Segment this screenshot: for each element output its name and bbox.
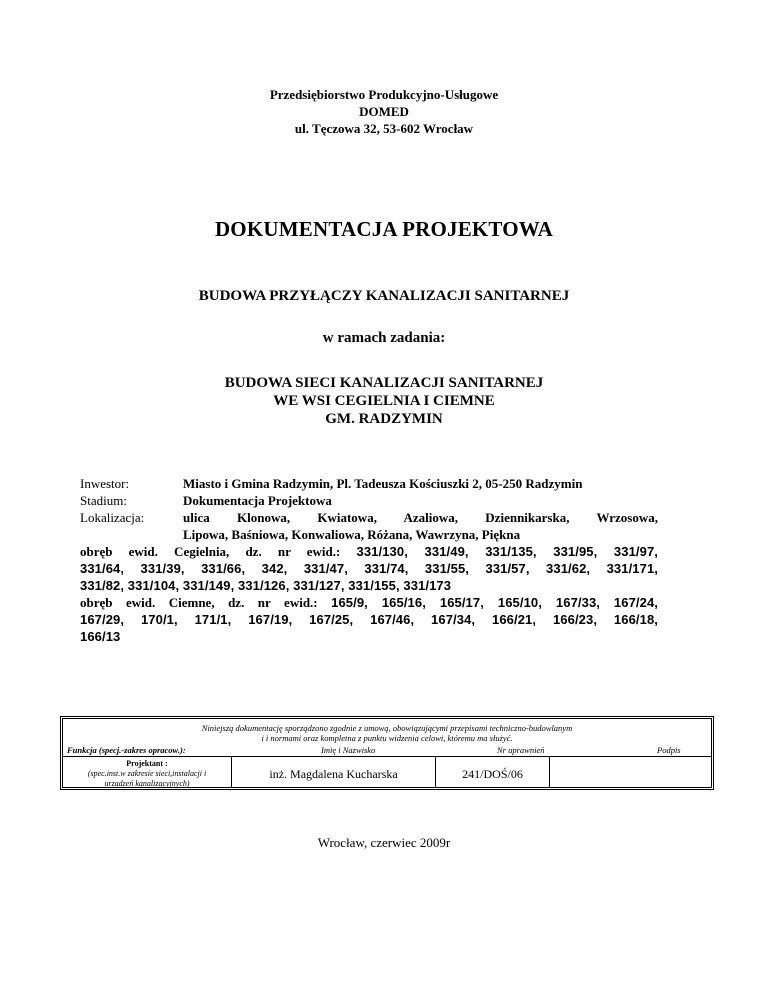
designer-role-title: Projektant : bbox=[126, 759, 168, 768]
investor-label: Inwestor: bbox=[80, 476, 130, 491]
header-function: Funkcja (specj.-zakres opracow.): bbox=[67, 745, 186, 755]
ciemne-parcels-line-2: 167/29, 170/1, 171/1, 167/19, 167/25, 167/46, 167/34, 166/21, 166/23, 166/18, bbox=[80, 612, 658, 627]
place-and-date: Wrocław, czerwiec 2009r bbox=[317, 835, 451, 850]
stage-label: Stadium: bbox=[80, 493, 127, 508]
company-name: Przedsiębiorstwo Produkcyjno-Usługowe bbox=[269, 87, 499, 102]
document-title: DOKUMENTACJA PROJEKTOWA bbox=[214, 217, 554, 241]
location-value-line-2: Lipowa, Baśniowa, Konwaliowa, Różana, Wawrzyna, Piękna bbox=[183, 527, 521, 542]
designer-name: inż. Magdalena Kucharska bbox=[269, 767, 398, 781]
location-row bbox=[80, 509, 658, 526]
company-header bbox=[0, 86, 768, 137]
location-label: Lokalizacja: bbox=[80, 510, 145, 525]
designer-license: 241/DOŚ/06 bbox=[462, 767, 523, 781]
designer-role bbox=[63, 759, 231, 789]
compliance-note-line-2: i i normami oraz kompletna z punktu widzenia celowi, któremu ma służyć. bbox=[261, 733, 513, 743]
ciemne-parcels-line-1 bbox=[80, 594, 658, 611]
location-value-line-1: ulica Klonowa, Kwiatowa, Azaliowa, Dziennikarska, Wrzosowa, bbox=[183, 510, 658, 525]
cegielnia-parcels-1: 331/130, 331/49, 331/135, 331/95, 331/97, bbox=[356, 544, 659, 559]
stage-value: Dokumentacja Projektowa bbox=[183, 493, 332, 508]
company-address: ul. Tęczowa 32, 53-602 Wrocław bbox=[294, 121, 474, 136]
ciemne-prefix: obręb ewid. Ciemne, dz. nr ewid.: bbox=[80, 595, 318, 610]
investor-row bbox=[80, 475, 658, 492]
ciemne-parcels-1: 165/9, 165/16, 165/17, 165/10, 167/33, 167/24, bbox=[331, 595, 659, 610]
header-license: Nr uprawnień bbox=[497, 745, 545, 755]
project-info bbox=[80, 475, 658, 645]
table-column-divider-3 bbox=[549, 756, 550, 787]
task-line-3: GM. RADZYMIN bbox=[325, 411, 443, 427]
designer-role-desc-2: urzadzeń kanalizacyjnych) bbox=[104, 779, 190, 788]
cegielnia-parcels-line-2: 331/64, 331/39, 331/66, 342, 331/47, 331/74, 331/55, 331/57, 331/62, 331/171, bbox=[80, 561, 658, 576]
task-line-1: BUDOWA SIECI KANALIZACJI SANITARNEJ bbox=[224, 375, 544, 391]
compliance-note bbox=[63, 723, 711, 743]
investor-value: Miasto i Gmina Radzymin, Pl. Tadeusza Kościuszki 2, 05-250 Radzymin bbox=[183, 476, 583, 491]
task-framing: w ramach zadania: bbox=[322, 330, 446, 346]
designer-role-desc-1: (spec.inst.w zakresie sieci,instalacji i bbox=[87, 769, 207, 778]
task-title bbox=[0, 374, 768, 428]
table-divider bbox=[63, 756, 711, 757]
cegielnia-parcels-line-1 bbox=[80, 543, 658, 560]
header-signature: Podpis bbox=[657, 745, 681, 755]
cegielnia-prefix: obręb ewid. Cegielnia, dz. nr ewid.: bbox=[80, 544, 341, 559]
cegielnia-parcels-line-3: 331/82, 331/104, 331/149, 331/126, 331/127, 331/155, 331/173 bbox=[80, 578, 452, 593]
header-name: Imię i Nazwisko bbox=[321, 745, 376, 755]
signature-table bbox=[60, 716, 714, 790]
document-subtitle: BUDOWA PRZYŁĄCZY KANALIZACJI SANITARNEJ bbox=[198, 288, 570, 304]
company-brand: DOMED bbox=[359, 104, 409, 119]
ciemne-parcels-line-3: 166/13 bbox=[80, 629, 121, 644]
task-line-2: WE WSI CEGIELNIA I CIEMNE bbox=[273, 393, 495, 409]
stage-row bbox=[80, 492, 658, 509]
compliance-note-line-1: Niniejszą dokumentację sporządzono zgodnie z umową, obowiązującymi przepisami techniczno-budowlanym bbox=[201, 723, 573, 733]
